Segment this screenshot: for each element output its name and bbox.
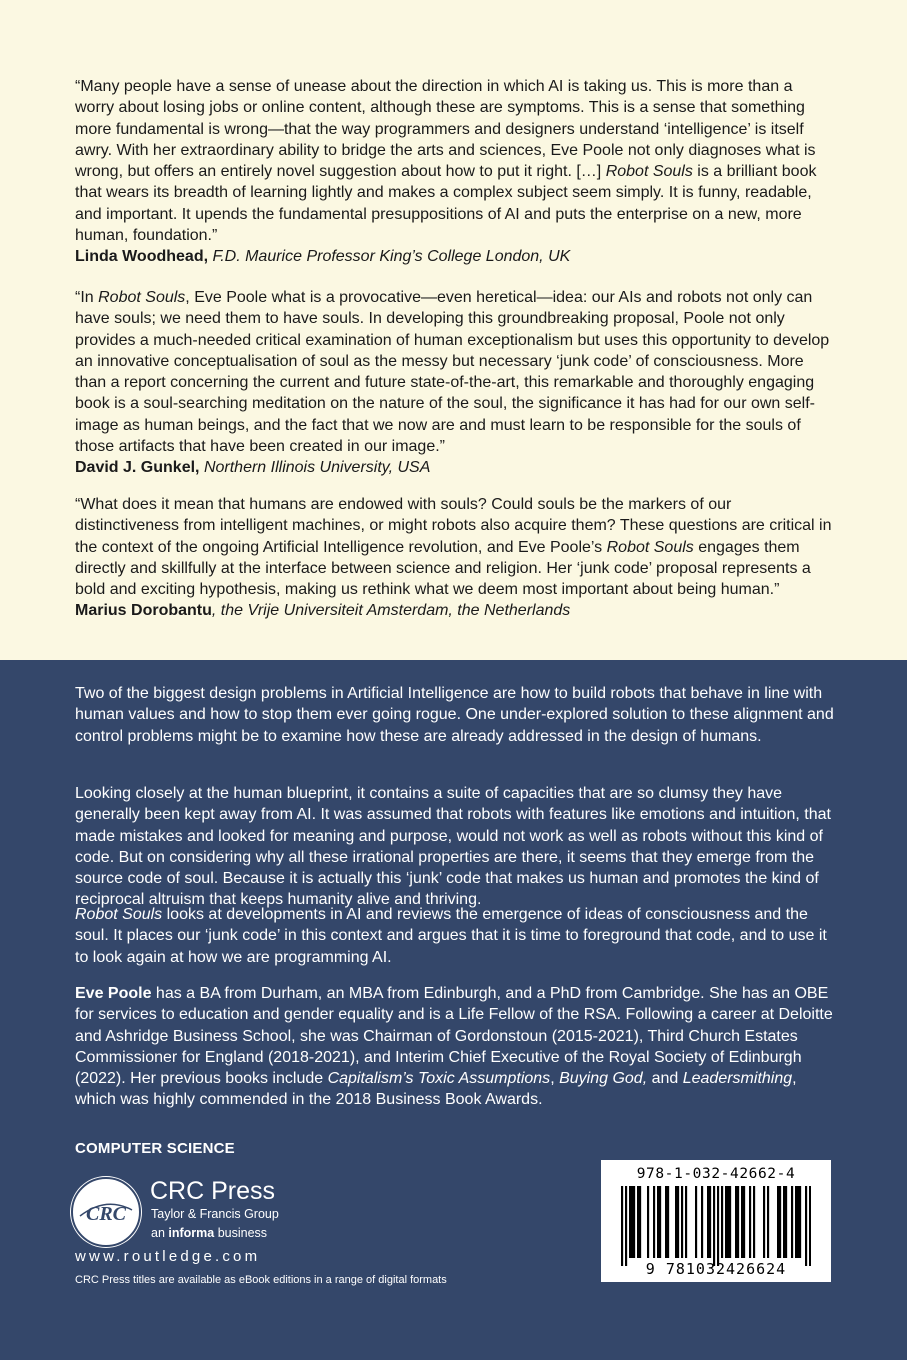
blurb-text: Looking closely at the human blueprint, it contains a suite of capacities that are so clumsy they have generally been kept away from AI. It was assumed that robots with features like emotions and intuition, that made mistakes and looked for meaning and purpose, would not work as well as robots without this kind of code. But on considering why all these irrational properties are there, it seems that they emerge from the source code of soul. Because it is actually this ‘junk’ code that makes us human and promotes the kind of reciprocal altruism that keeps humanity alive and thriving. [75, 785, 831, 909]
quote-text: “In Robot Souls, Eve Poole what is a provocative—even heretical—idea: our AIs and robots not only can have souls; we need them to have souls. In developing this groundbreaking proposal, Poole not only provides a much-needed critical examination of human exceptionalism but uses this opportunity to develop an innovative conceptualisation of soul as the messy but necessary ‘junk code’ of consciousness. More than a report concerning the current and future state-of-the-art, this remarkable and thoroughly engaging book is a soul-searching meditation on the nature of the soul, the significance it has had for our own self-image as human beings, and the fact that we now are and must learn to be responsible for the souls of those artifacts that have been created in our image.” [75, 289, 830, 456]
quote-author: Marius Dorobantu [75, 602, 212, 620]
quote-attribution [75, 600, 835, 621]
barcode-bar [639, 1186, 641, 1258]
blurb-text: Two of the biggest design problems in Artificial Intelligence are how to build robots that behave in line with human values and how to stop them ever going rogue. One under-explored solution to these alignment and control problems might be to examine how these are already addressed in the design of humans. [75, 685, 834, 745]
barcode-bar [785, 1186, 787, 1258]
barcode-bar [677, 1186, 679, 1258]
barcode-bar [621, 1186, 623, 1266]
barcode-bar [797, 1186, 799, 1258]
barcode-bar [633, 1186, 635, 1258]
barcode-bar [631, 1186, 633, 1258]
barcode-bar [741, 1186, 743, 1258]
quote-text: “Many people have a sense of unease about the direction in which AI is taking us. This is more than a worry about losing jobs or online content, although these are symptoms. This is a sense that something more fundamental is wrong—that the way programmers and designers understand ‘intelligence’ is itself awry. With her extraordinary ability to bridge the arts and sciences, Eve Poole not only diagnoses what is wrong, but offers an entirely novel suggestion about how to put it right. […] Robot Souls is a brilliant book that wears its breadth of learning lightly and makes a complex subject seem simply. It is funny, readable, and important. It upends the fundamental presuppositions of AI and puts the enterprise on a new, more human, foundation.” [75, 78, 817, 245]
barcode-bar [657, 1186, 659, 1258]
barcode-bar [629, 1186, 631, 1258]
informa-bold: informa [168, 1226, 215, 1240]
quote-author: David J. Gunkel, [75, 459, 200, 477]
barcode-bar [763, 1186, 765, 1258]
barcode-bar [779, 1186, 781, 1258]
barcode-bar [665, 1186, 667, 1258]
barcode-bar [675, 1186, 677, 1258]
barcode-bar [681, 1186, 683, 1258]
barcode-bar [725, 1186, 727, 1258]
bio-text: Eve Poole has a BA from Durham, an MBA from Edinburgh, and a PhD from Cambridge. She has an OBE for services to education and gender equality and is a Life Fellow of the RSA. Following a career at Deloitte and Ashridge Business School, she was Chairman of Gordonstoun (2015-2021), Third Church Estates Commissioner for England (2018-2021), and Interim Chief Executive of the Royal Society of Edinburgh (2022). Her previous books include Capitalism’s Toxic Assumptions, Buying God, and Leadersmithing, which was highly commended in the 2018 Business Book Awards. [75, 985, 833, 1109]
quote-attribution [75, 457, 835, 478]
barcode-bar [729, 1186, 731, 1258]
barcode-bar [647, 1186, 649, 1258]
isbn-right-group: 426624 [726, 1260, 787, 1278]
quote-affiliation: F.D. Maurice Professor King’s College London, UK [212, 248, 571, 266]
barcode-bar [799, 1186, 801, 1258]
barcode-bar [777, 1186, 779, 1258]
barcode-bar [743, 1186, 745, 1258]
endorsements-section [0, 0, 907, 660]
quote-affiliation: Northern Illinois University, USA [203, 459, 431, 477]
barcode-bar [753, 1186, 755, 1258]
barcode-bar [749, 1186, 751, 1258]
quote-affiliation: , the Vrije Universiteit Amsterdam, the Netherlands [211, 602, 571, 620]
barcode-bar [737, 1186, 739, 1258]
barcode-bar [667, 1186, 669, 1258]
endorsement-quote-2 [75, 287, 835, 479]
barcode-bar [659, 1186, 661, 1258]
author-bio [75, 983, 835, 1111]
quote-text: “What does it mean that humans are endowed with souls? Could souls be the markers of our distinctiveness from intelligent machines, or might robots also acquire them? These questions are critical in the context of the ongoing Artificial Intelligence revolution, and Eve Poole’s Robot Souls engages them directly and skillfully at the interface between science and religion. Her ‘junk code’ proposal represents a bold and exciting hypothesis, making us rethink what we deem most important about being human.” [75, 496, 832, 599]
barcode-bar [727, 1186, 729, 1258]
barcode-bar [653, 1186, 655, 1258]
isbn-number: 978-1-032-42662-4 [636, 1166, 796, 1182]
barcode-bar [707, 1186, 709, 1258]
barcode-bar [783, 1186, 785, 1258]
publisher-group: Taylor & Francis Group [151, 1207, 279, 1221]
barcode-bar [795, 1186, 797, 1258]
informa-suffix: business [214, 1226, 268, 1240]
subject-category: COMPUTER SCIENCE [75, 1140, 235, 1157]
crc-logo-icon [70, 1176, 142, 1248]
informa-prefix: an [151, 1226, 169, 1240]
crc-logo-text: CRC [85, 1203, 127, 1225]
barcode-bar [701, 1186, 703, 1258]
isbn-left-group: 781032 [665, 1260, 727, 1278]
barcode-bar [625, 1186, 627, 1266]
barcode-bar [809, 1186, 811, 1266]
barcode-bar [805, 1186, 807, 1266]
isbn-first-digit: 9 [645, 1260, 656, 1278]
barcode-bar [791, 1186, 793, 1258]
barcode-bar [735, 1186, 737, 1258]
isbn-digits [601, 1260, 831, 1278]
publisher-informa [151, 1226, 267, 1240]
barcode-bar [685, 1186, 687, 1258]
barcode-bar [713, 1186, 715, 1266]
quote-attribution [75, 246, 835, 267]
barcode-bars [621, 1186, 811, 1266]
publisher-name: CRC Press [150, 1177, 276, 1205]
barcode-bar [767, 1186, 769, 1258]
isbn-barcode [601, 1160, 831, 1282]
ebook-note: CRC Press titles are available as eBook editions in a range of digital formats [75, 1274, 447, 1286]
endorsement-quote-3 [75, 494, 835, 622]
blurb-paragraph-1 [75, 683, 835, 747]
blurb-text: Robot Souls looks at developments in AI and reviews the emergence of ideas of consciousness and the soul. It places our ‘junk code’ in this context and argues that it is time to foreground that code, and to use it to look again at how we are programming AI. [75, 906, 827, 966]
barcode-bar [717, 1186, 719, 1266]
quote-author: Linda Woodhead, [75, 248, 209, 266]
publisher-website: www.routledge.com [75, 1248, 261, 1265]
barcode-bar [721, 1186, 723, 1258]
endorsement-quote-1 [75, 76, 835, 268]
blurb-paragraph-3 [75, 904, 835, 968]
crc-logo [70, 1176, 142, 1248]
barcode-bar [637, 1186, 639, 1258]
blurb-paragraph-2 [75, 783, 835, 911]
barcode-bar [709, 1186, 711, 1258]
barcode-bar [695, 1186, 697, 1258]
